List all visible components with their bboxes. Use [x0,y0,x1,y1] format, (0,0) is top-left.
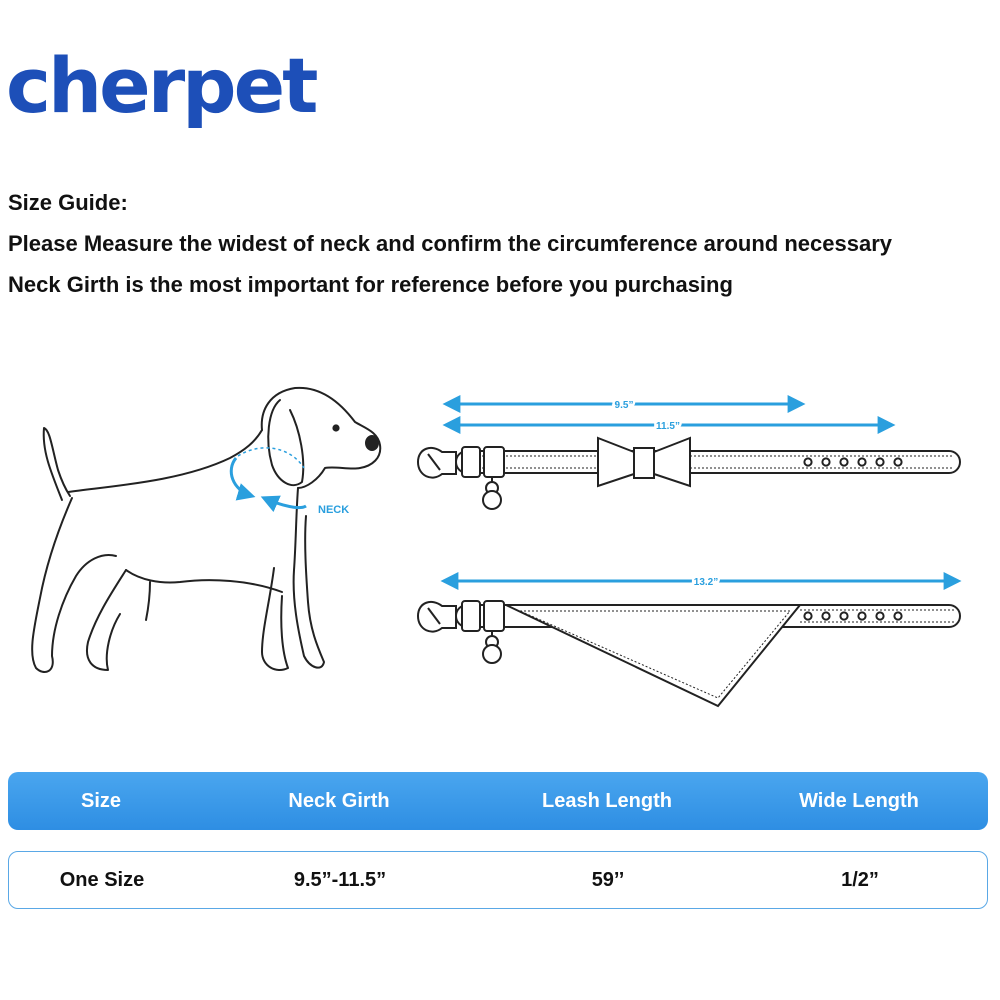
header-neck-girth: Neck Girth [288,789,390,812]
bandana-collar-illustration [418,601,960,706]
dim-13-2: 13.2” [693,577,719,588]
table-row [8,851,988,909]
bow-collar-illustration [418,438,960,509]
dim-9-5: 9.5” [614,400,634,411]
neck-label: NECK [318,504,350,516]
header-wide-length: Wide Length [799,789,919,812]
bow-collar-dimensions [446,400,892,432]
size-guide-title: Size Guide: [8,190,128,215]
neck-girth-note: Neck Girth is the most important for reference before you purchasing [8,272,733,297]
measure-instruction: Please Measure the widest of neck and confirm the circumference around necessary [8,231,892,256]
cell-leash-length: 59’’ [591,868,625,891]
size-table-header [8,772,988,830]
cell-size: One Size [59,868,145,891]
size-illustration [0,330,1000,730]
brand-logo: cherpet [6,41,316,130]
dim-11-5: 11.5” [656,421,680,432]
header-leash-length: Leash Length [541,789,672,812]
cell-neck-girth: 9.5”-11.5” [293,868,387,891]
dog-illustration [32,388,380,672]
bandana-collar-dimension [444,577,958,588]
neck-measure-indicator [231,448,306,508]
header-size: Size [80,789,122,812]
cell-wide-length: 1/2” [841,868,879,891]
